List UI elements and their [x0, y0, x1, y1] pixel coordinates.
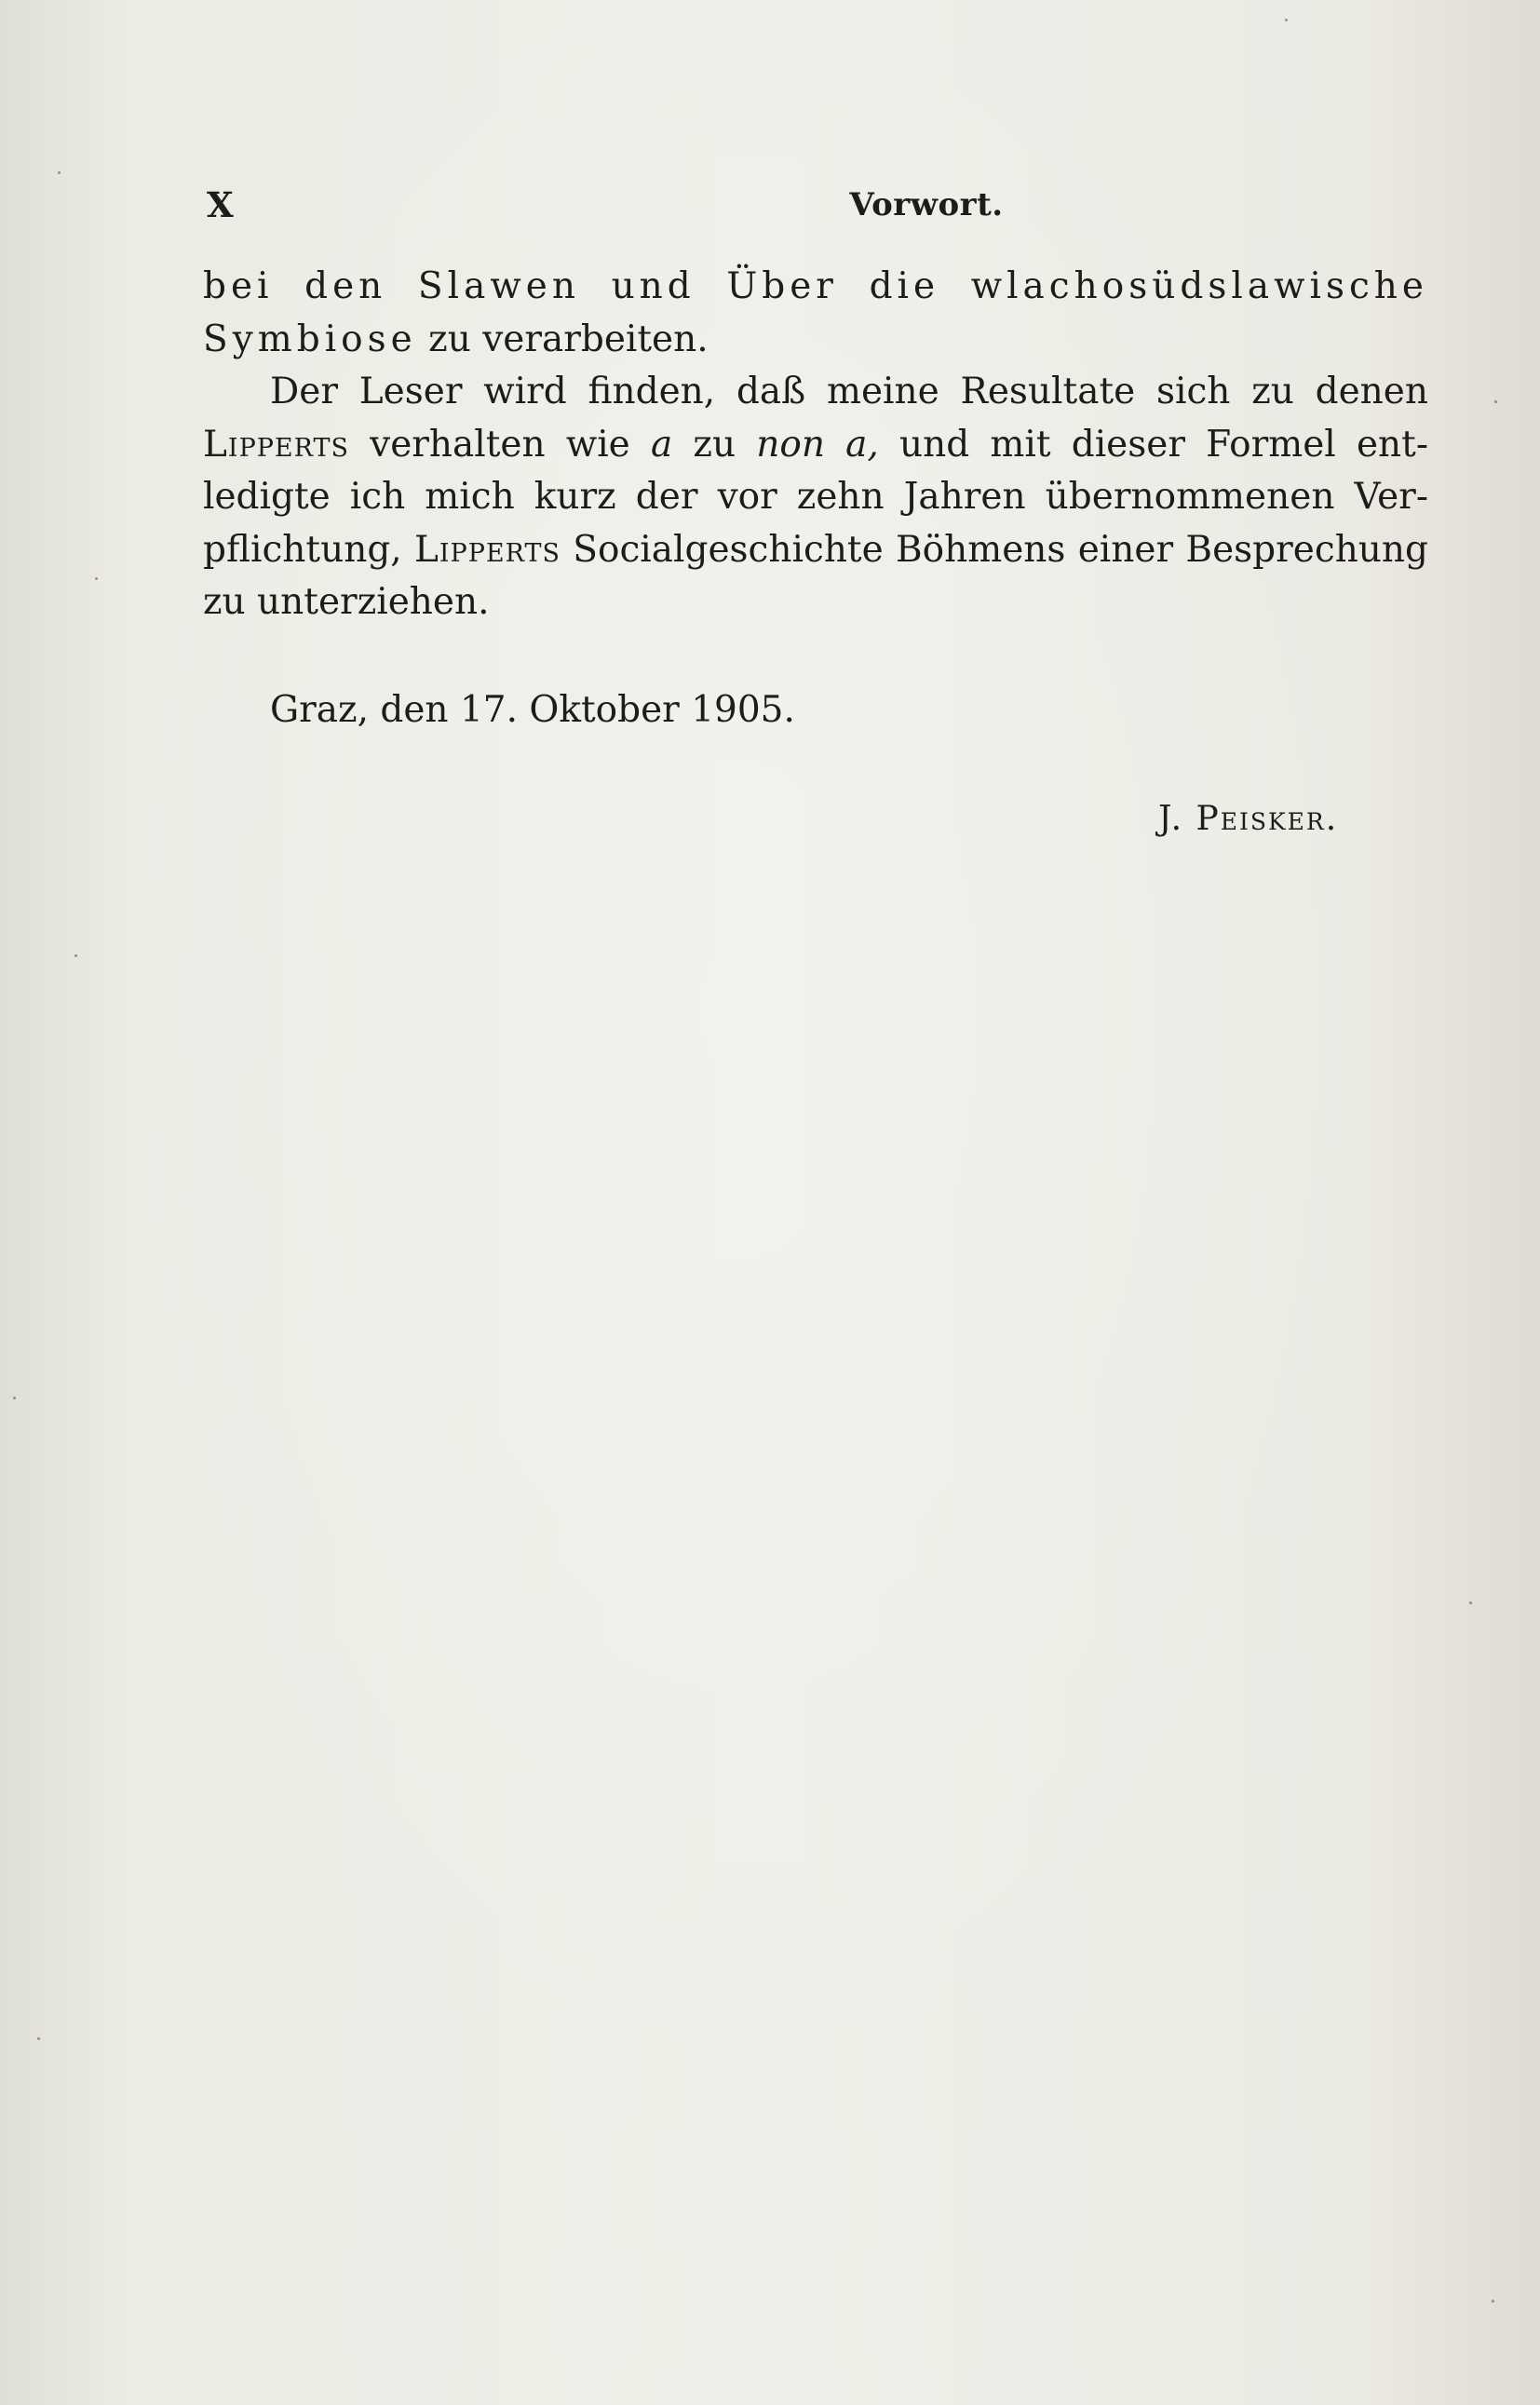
author-name: Lipperts — [203, 423, 349, 466]
text-run: Socialgeschichte Böhmens einer Besprechung — [560, 528, 1429, 571]
text-line — [203, 419, 1428, 472]
text-run: zu — [672, 423, 757, 466]
text-line — [203, 261, 1428, 314]
paper-speck — [1469, 1601, 1472, 1604]
text-line — [203, 314, 1428, 367]
text-line — [203, 471, 1428, 524]
text-run: pflichtung, — [203, 528, 414, 571]
text-run: und mit dieser Formel ent- — [878, 423, 1428, 466]
text-line — [203, 576, 1428, 629]
text-run: verhalten wie — [348, 423, 651, 466]
paper-speck — [1492, 2300, 1494, 2303]
signature: J. Peisker. — [1158, 800, 1339, 838]
body-text — [203, 261, 1428, 629]
italic-term: a — [650, 423, 673, 466]
author-name: Lipperts — [413, 528, 561, 571]
paper-speck — [1285, 19, 1288, 21]
text-run: ledigte ich mich kurz der vor zehn Jahren übernommenen Ver- — [203, 476, 1428, 518]
paper-speck — [58, 171, 61, 174]
section-title: Vorwort. — [849, 186, 1004, 223]
text-line — [203, 524, 1428, 577]
paper-speck — [74, 954, 77, 957]
text-run: bei den Slawen und Über die wlachosüdslawische — [203, 265, 1428, 307]
dateline: Graz, den 17. Oktober 1905. — [270, 689, 795, 731]
emphasized-word: Symbiose — [203, 318, 417, 360]
text-run: zu verarbeiten. — [416, 318, 709, 360]
text-run: zu unterziehen. — [203, 581, 490, 623]
paper-speck — [95, 577, 98, 580]
text-run: Der Leser wird finden, daß meine Resultate sich zu denen — [270, 371, 1428, 412]
paper-speck — [37, 2037, 40, 2040]
italic-term: non a, — [756, 423, 879, 466]
page-number: X — [207, 184, 234, 225]
text-line — [203, 366, 1428, 419]
paper-speck — [13, 1397, 16, 1399]
paper-speck — [1494, 400, 1497, 403]
running-head — [207, 177, 1434, 233]
